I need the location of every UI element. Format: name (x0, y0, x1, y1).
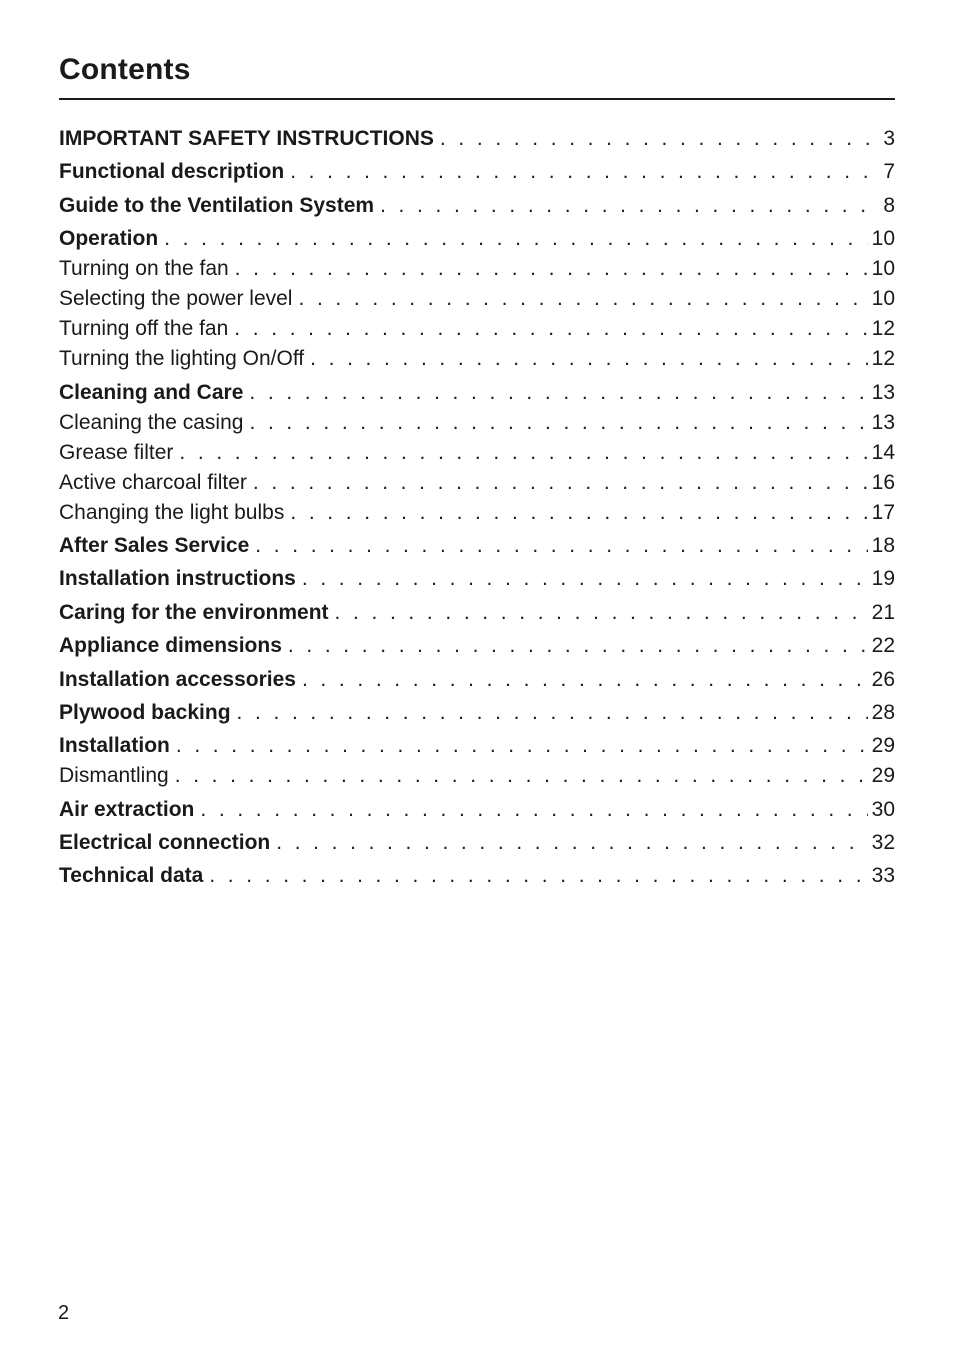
toc-entry-title: IMPORTANT SAFETY INSTRUCTIONS (59, 127, 434, 150)
toc-entry-title: Active charcoal filter (59, 470, 247, 494)
toc-entry (59, 124, 895, 154)
dot-leader (310, 344, 868, 374)
toc-entry-page: 18 (871, 533, 895, 557)
page-number: 2 (58, 1302, 70, 1324)
toc-subentry (59, 761, 895, 791)
toc-entry-title: Caring for the environment (59, 600, 329, 624)
toc-entry-page: 14 (871, 440, 895, 464)
toc-subentry (59, 468, 895, 498)
toc-entry (59, 191, 895, 221)
dot-leader (179, 438, 867, 468)
dot-leader (253, 468, 868, 498)
dot-leader (298, 284, 867, 314)
toc-entry-page: 32 (871, 831, 895, 855)
dot-leader (200, 795, 867, 825)
toc-entry (59, 795, 895, 825)
toc-entry-title: Selecting the power level (59, 287, 293, 311)
toc-entry-title: After Sales Service (59, 533, 250, 557)
toc-entry (59, 631, 895, 661)
dot-leader (176, 731, 868, 761)
toc-subentry (59, 314, 895, 344)
toc-entry-title: Cleaning and Care (59, 380, 244, 404)
toc-entry-title: Turning on the fan (59, 257, 229, 281)
toc-entry-page: 10 (871, 287, 895, 311)
toc-entry-title: Plywood backing (59, 700, 231, 724)
dot-leader (249, 408, 867, 438)
toc-entry-page: 17 (871, 500, 895, 524)
toc-entry-title: Changing the light bulbs (59, 500, 285, 524)
toc-entry-page: 10 (871, 227, 895, 251)
toc-entry-page: 8 (883, 193, 895, 217)
toc-entry-page: 22 (871, 634, 895, 658)
dot-leader (235, 254, 868, 284)
toc-entry (59, 828, 895, 858)
toc-entry (59, 564, 895, 594)
toc-entry-page: 13 (871, 410, 895, 434)
toc-subentry (59, 498, 895, 528)
toc-subentry (59, 438, 895, 468)
toc-entry-page: 16 (871, 470, 895, 494)
toc-entry (59, 157, 895, 187)
toc-entry-page: 30 (871, 797, 895, 821)
toc-entry (59, 598, 895, 628)
page-title: Contents (59, 53, 191, 86)
toc-subentry (59, 254, 895, 284)
toc-entry (59, 378, 895, 408)
dot-leader (290, 498, 867, 528)
toc-entry-page: 13 (871, 380, 895, 404)
toc-entry-page: 3 (883, 127, 895, 150)
toc-entry-title: Guide to the Ventilation System (59, 193, 375, 217)
dot-leader (249, 378, 867, 408)
toc-entry-title: Functional description (59, 160, 285, 184)
toc-entry-page: 29 (871, 764, 895, 788)
toc-entry-page: 28 (871, 700, 895, 724)
dot-leader (175, 761, 868, 791)
toc-subentry (59, 284, 895, 314)
toc-entry-title: Turning off the fan (59, 317, 229, 341)
toc-subentry (59, 408, 895, 438)
dot-leader (335, 598, 868, 628)
toc-entry-page: 7 (883, 160, 895, 184)
toc-entry-page: 19 (871, 567, 895, 591)
toc-entry (59, 531, 895, 561)
toc-entry-page: 21 (871, 600, 895, 624)
toc-entry (59, 731, 895, 761)
title-rule (59, 98, 895, 100)
table-of-contents (59, 124, 895, 891)
dot-leader (380, 191, 879, 221)
dot-leader (302, 665, 868, 695)
toc-entry-title: Installation accessories (59, 667, 296, 691)
toc-entry (59, 224, 895, 254)
toc-entry-title: Turning the lighting On/Off (59, 347, 305, 371)
dot-leader (288, 631, 868, 661)
toc-entry-title: Grease filter (59, 440, 174, 464)
toc-entry-title: Cleaning the casing (59, 410, 244, 434)
dot-leader (164, 224, 867, 254)
dot-leader (209, 861, 867, 891)
dot-leader (255, 531, 867, 561)
toc-entry-title: Installation instructions (59, 567, 296, 591)
toc-subentry (59, 344, 895, 374)
toc-entry (59, 665, 895, 695)
dot-leader (234, 314, 867, 344)
toc-entry-page: 10 (871, 257, 895, 281)
dot-leader (290, 157, 879, 187)
dot-leader (302, 564, 868, 594)
toc-entry-title: Appliance dimensions (59, 634, 282, 658)
toc-entry-page: 29 (871, 734, 895, 758)
toc-entry-title: Installation (59, 734, 170, 758)
toc-entry-title: Electrical connection (59, 831, 271, 855)
dot-leader (237, 698, 868, 728)
dot-leader (276, 828, 867, 858)
toc-entry (59, 698, 895, 728)
toc-entry-title: Air extraction (59, 797, 195, 821)
dot-leader (440, 124, 879, 154)
toc-entry-page: 12 (871, 317, 895, 341)
toc-entry-title: Technical data (59, 864, 204, 888)
toc-entry-title: Dismantling (59, 764, 169, 788)
toc-entry-page: 26 (871, 667, 895, 691)
toc-entry (59, 861, 895, 891)
toc-entry-page: 12 (871, 347, 895, 371)
toc-entry-page: 33 (871, 864, 895, 888)
toc-entry-title: Operation (59, 227, 159, 251)
